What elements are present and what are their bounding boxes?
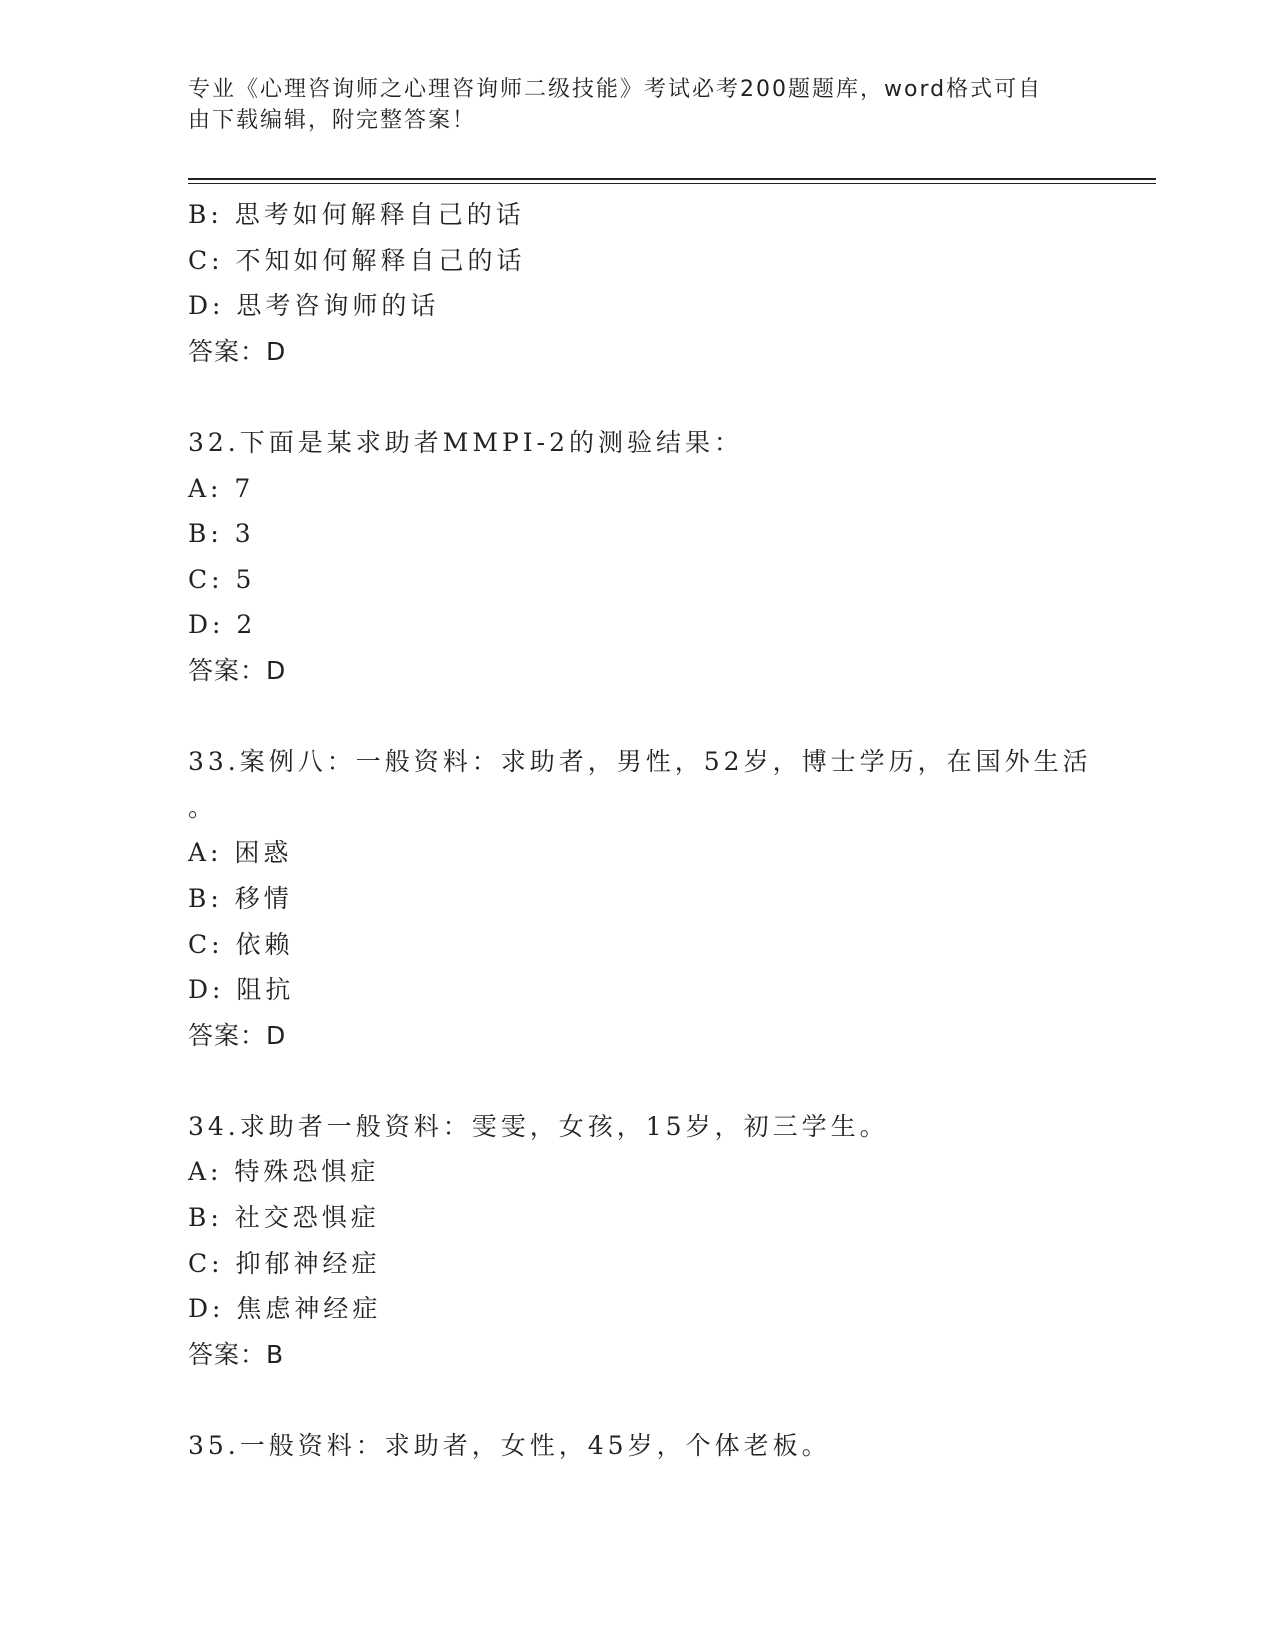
question-35-stem: 35.一般资料：求助者，女性，45岁，个体老板。 [188,1431,831,1461]
question-31-option-c: C: 不知如何解释自己的话 [188,245,526,275]
question-34-option-c: C: 抑郁神经症 [188,1248,381,1278]
question-32-block [188,420,1156,694]
question-31-answer: 答案：D [188,336,287,366]
question-32-option-c: C: 5 [188,564,256,594]
question-31-option-d: D: 思考咨询师的话 [188,291,440,321]
spacer [188,1377,1156,1423]
spacer [188,374,1156,420]
question-34-stem: 34.求助者一般资料：雯雯，女孩，15岁，初三学生。 [188,1111,889,1141]
question-33-option-b: B: 移情 [188,883,293,913]
spacer [188,694,1156,740]
question-31-option-b: B: 思考如何解释自己的话 [188,200,525,229]
question-34-block [188,1104,1156,1378]
question-31-block [188,192,1156,374]
question-32-stem: 32.下面是某求助者MMPI-2的测验结果： [188,427,744,457]
question-32-answer: 答案：D [188,655,287,685]
question-33-stem: 33.案例八：一般资料：求助者，男性，52岁，博士学历，在国外生活 [188,747,1092,777]
question-33-stem-continuation: 。 [188,792,218,822]
spacer [188,1058,1156,1104]
question-33-option-a: A: 困惑 [188,838,293,868]
question-33-option-d: D: 阻抗 [188,975,295,1005]
question-list [188,192,1156,1469]
question-33-answer: 答案：D [188,1020,287,1050]
header-divider-thick [188,178,1156,180]
question-34-option-a: A: 特殊恐惧症 [188,1157,380,1187]
question-33-option-c: C: 依赖 [188,929,294,959]
question-35-block [188,1423,1156,1469]
header-line-2: 由下载编辑，附完整答案！ [188,108,477,133]
header-divider-thin [188,183,1156,184]
document-header [188,74,1068,136]
question-34-option-d: D: 焦虑神经症 [188,1294,382,1324]
question-34-option-b: B: 社交恐惧症 [188,1203,380,1233]
question-34-answer: 答案：B [188,1339,285,1369]
question-32-option-a: A: 7 [188,473,255,503]
question-33-block [188,739,1156,1058]
question-32-option-b: B: 3 [188,519,255,549]
header-line-1: 专业《心理咨询师之心理咨询师二级技能》考试必考200题题库，word格式可自 [188,77,1043,102]
question-32-option-d: D: 2 [188,610,257,640]
